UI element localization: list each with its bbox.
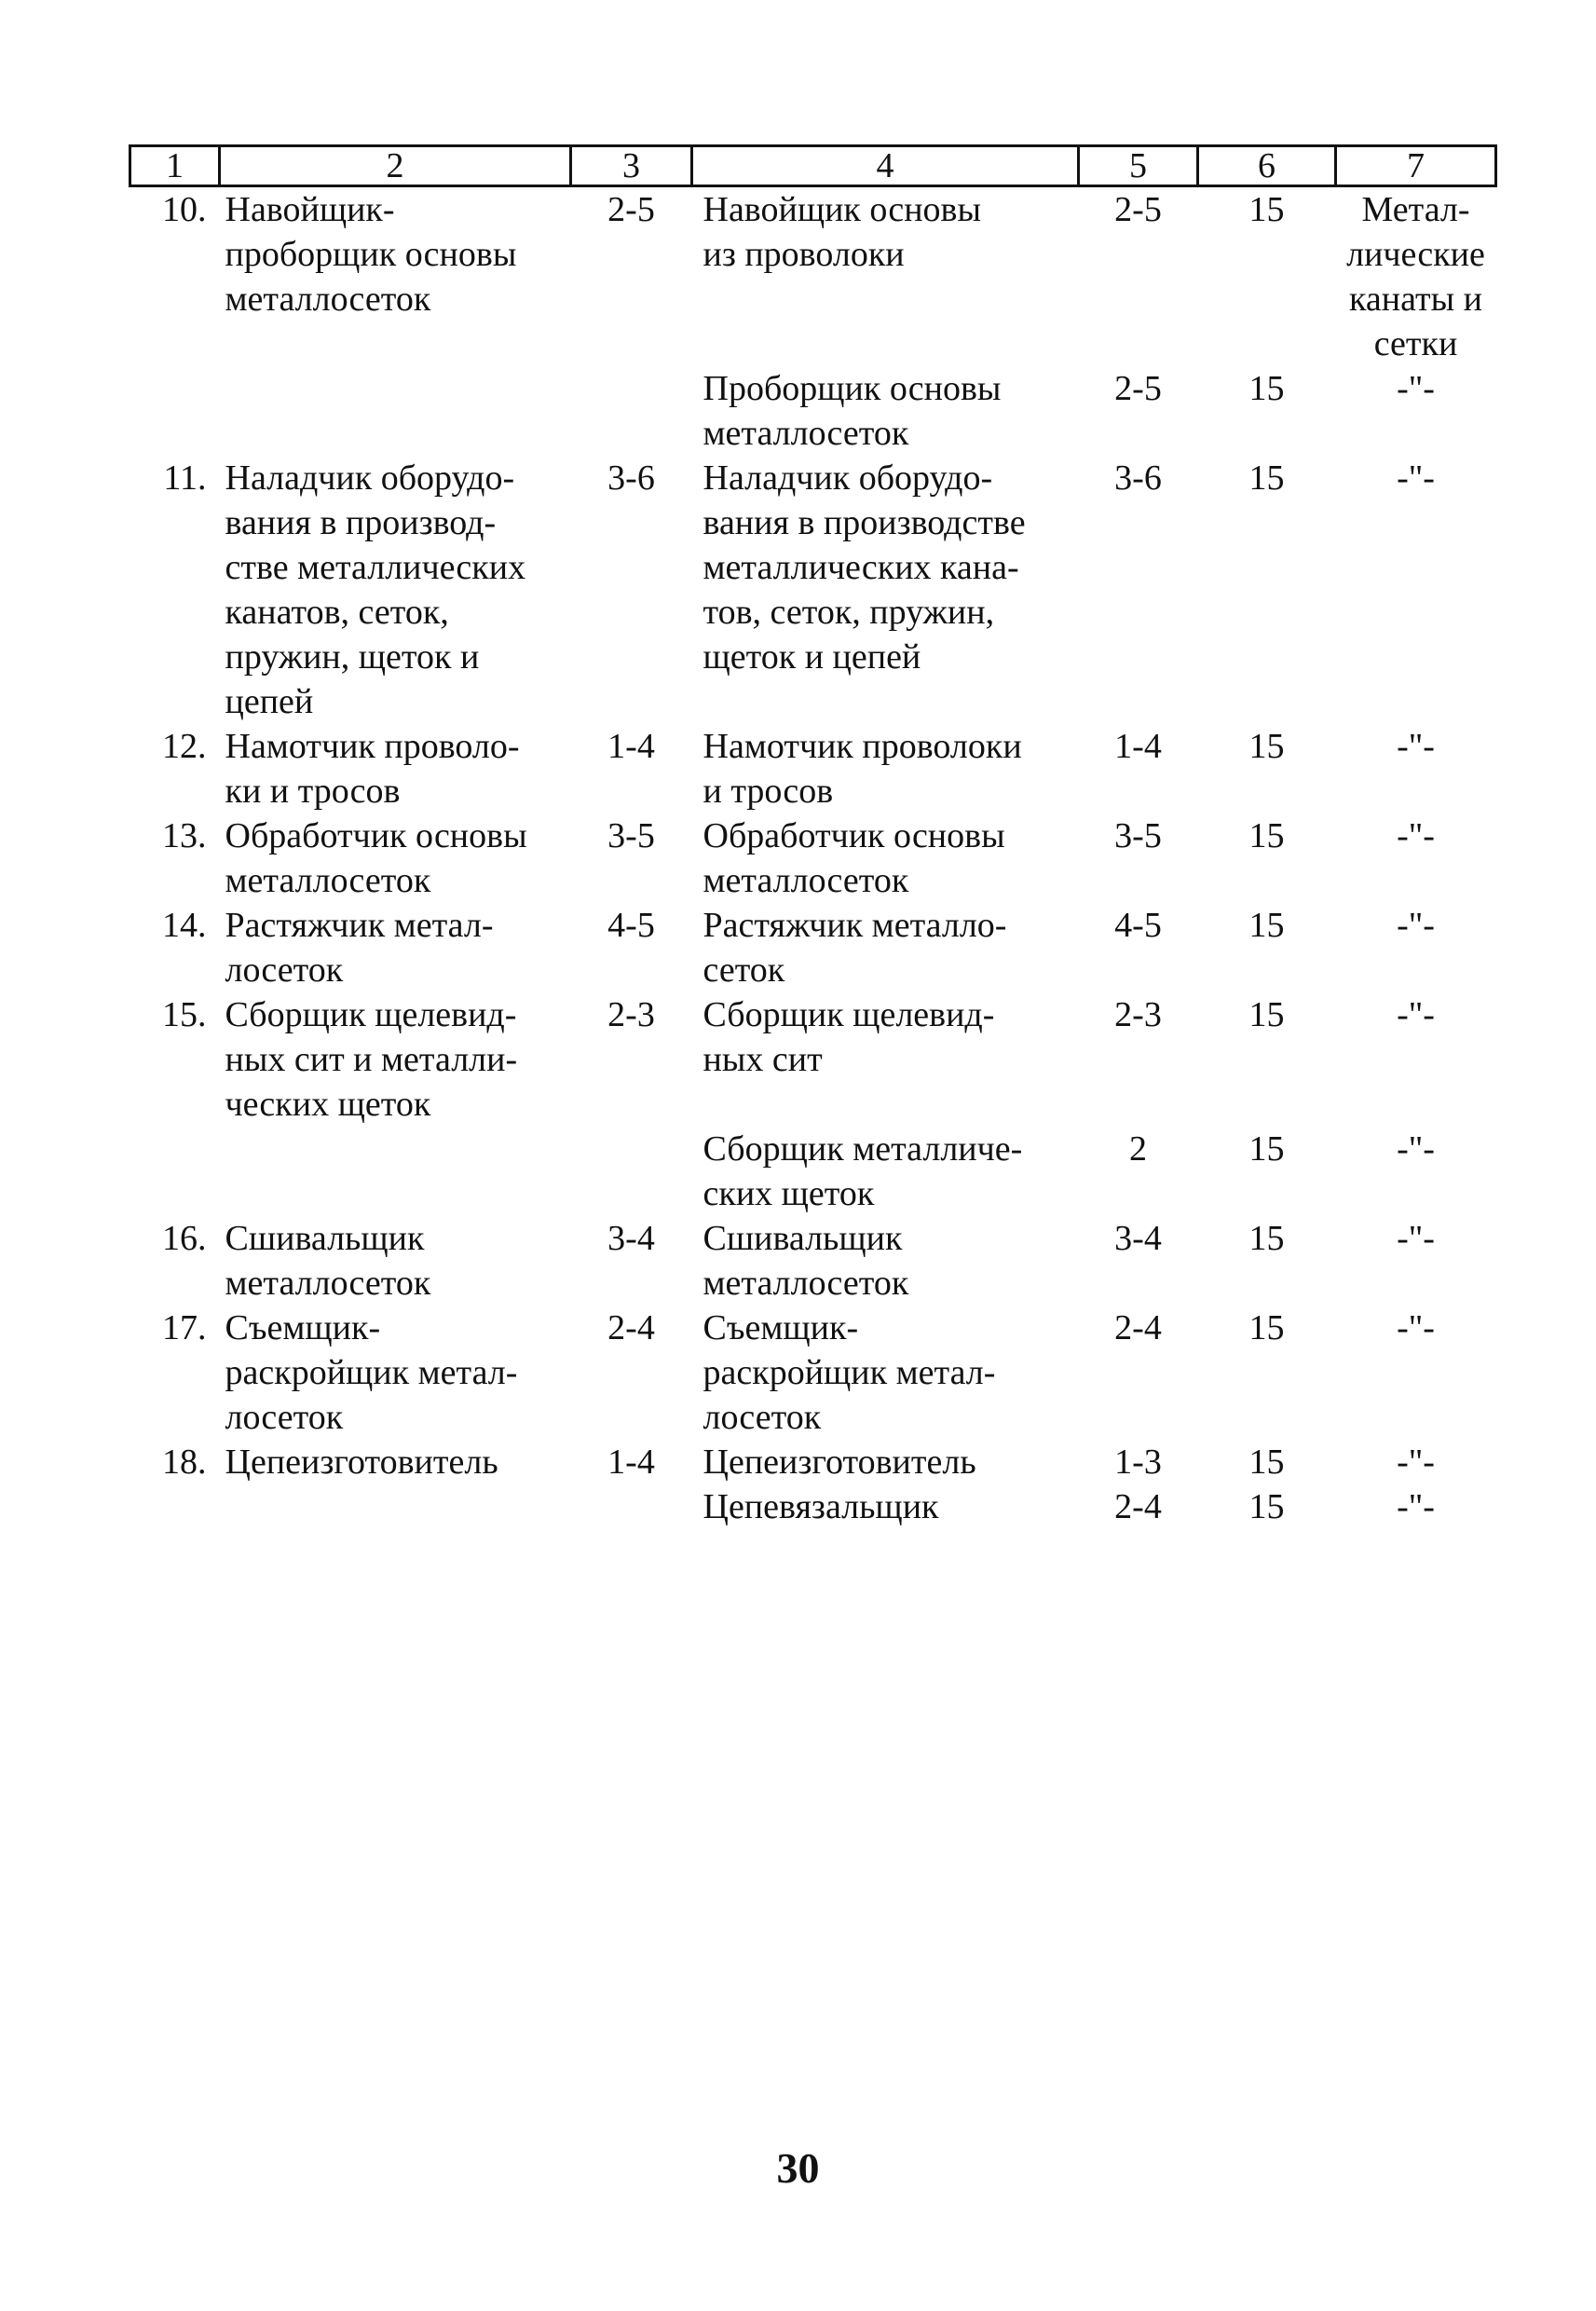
table-row	[130, 1484, 1496, 1529]
issue-number-cell: 15	[1248, 816, 1285, 855]
section-cell: -"-	[1397, 816, 1435, 855]
section-cell: -"-	[1397, 1219, 1435, 1258]
new-profession-cell: Цепевязальщик	[703, 1487, 939, 1526]
new-grade-range-cell: 4-5	[1114, 906, 1162, 945]
new-grade-range-cell: 3-6	[1114, 458, 1162, 498]
issue-number-cell: 15	[1248, 1308, 1285, 1347]
row-number-cell: 17.	[162, 1308, 207, 1347]
header-col-2: 2	[220, 146, 571, 186]
new-profession-cell: Сборщик щелевид- ных сит	[703, 995, 995, 1079]
header-row	[130, 146, 1496, 186]
table-row	[130, 1216, 1496, 1306]
old-profession-cell: Растяжчик метал- лосеток	[225, 906, 494, 990]
row-number-cell: 10.	[162, 190, 207, 229]
old-grade-range-cell: 3-5	[607, 816, 655, 855]
row-number-cell: 15.	[162, 995, 207, 1034]
section-cell: -"-	[1397, 458, 1435, 498]
section-cell: -"-	[1397, 1443, 1435, 1482]
issue-number-cell: 15	[1248, 1129, 1285, 1169]
header-col-4: 4	[692, 146, 1079, 186]
issue-number-cell: 15	[1248, 369, 1285, 408]
profession-table	[129, 144, 1497, 1529]
new-profession-cell: Съемщик- раскройщик метал- лосеток	[703, 1308, 996, 1437]
issue-number-cell: 15	[1248, 727, 1285, 766]
new-grade-range-cell: 2-5	[1114, 190, 1162, 229]
new-profession-cell: Намотчик проволоки и тросов	[703, 727, 1022, 811]
section-cell: -"-	[1397, 995, 1435, 1034]
new-profession-cell: Сборщик металличе- ских щеток	[703, 1129, 1023, 1213]
header-col-5: 5	[1079, 146, 1198, 186]
issue-number-cell: 15	[1248, 1487, 1285, 1526]
new-profession-cell: Проборщик основы металлосеток	[703, 369, 1002, 453]
new-profession-cell: Цепеизготовитель	[703, 1443, 976, 1482]
section-cell: -"-	[1397, 727, 1435, 766]
old-grade-range-cell	[571, 1127, 692, 1216]
header-col-3: 3	[571, 146, 692, 186]
old-grade-range-cell	[571, 1484, 692, 1529]
new-profession-cell: Обработчик основы металлосеток	[703, 816, 1005, 900]
table-row	[130, 903, 1496, 992]
issue-number-cell: 15	[1248, 1443, 1285, 1482]
new-grade-range-cell: 2	[1129, 1129, 1147, 1169]
header-col-1: 1	[130, 146, 220, 186]
old-profession-cell	[220, 366, 571, 456]
table-row	[130, 992, 1496, 1127]
row-number-cell	[130, 1484, 220, 1529]
issue-number-cell: 15	[1248, 458, 1285, 498]
old-profession-cell: Намотчик проволо- ки и тросов	[225, 727, 520, 811]
table-row	[130, 1127, 1496, 1216]
issue-number-cell: 15	[1248, 995, 1285, 1034]
old-grade-range-cell: 2-3	[607, 995, 655, 1034]
old-grade-range-cell: 3-6	[607, 458, 655, 498]
section-cell: -"-	[1397, 1129, 1435, 1169]
new-grade-range-cell: 1-4	[1114, 727, 1162, 766]
table-row	[130, 814, 1496, 903]
section-cell: -"-	[1397, 1308, 1435, 1347]
row-number-cell	[130, 1127, 220, 1216]
new-grade-range-cell: 3-5	[1114, 816, 1162, 855]
issue-number-cell: 15	[1248, 906, 1285, 945]
table-row	[130, 724, 1496, 814]
old-grade-range-cell	[571, 366, 692, 456]
issue-number-cell: 15	[1248, 190, 1285, 229]
old-grade-range-cell: 1-4	[607, 727, 655, 766]
section-cell: Метал- лические канаты и сетки	[1346, 190, 1485, 363]
row-number-cell: 18.	[162, 1443, 207, 1482]
old-profession-cell: Наладчик оборудо- вания в производ- стве металлических канатов, сеток, пружин, щеток и цепей	[225, 458, 526, 721]
new-profession-cell: Наладчик оборудо- вания в производстве металлических кана- тов, сеток, пружин, щеток и цепей	[703, 458, 1026, 677]
old-grade-range-cell: 2-4	[607, 1308, 655, 1347]
old-profession-cell: Навойщик- проборщик основы металлосеток	[225, 190, 517, 319]
new-profession-cell: Сшивальщик металлосеток	[703, 1219, 909, 1303]
section-cell: -"-	[1397, 1487, 1435, 1526]
old-grade-range-cell: 4-5	[607, 906, 655, 945]
row-number-cell: 14.	[162, 906, 207, 945]
section-cell: -"-	[1397, 369, 1435, 408]
new-grade-range-cell: 2-5	[1114, 369, 1162, 408]
new-grade-range-cell: 2-4	[1114, 1487, 1162, 1526]
row-number-cell: 16.	[162, 1219, 207, 1258]
table-header	[130, 146, 1496, 186]
old-profession-cell: Цепеизготовитель	[225, 1443, 498, 1482]
new-profession-cell: Растяжчик металло- сеток	[703, 906, 1007, 990]
section-cell: -"-	[1397, 906, 1435, 945]
table-row	[130, 1440, 1496, 1484]
new-grade-range-cell: 1-3	[1114, 1443, 1162, 1482]
old-grade-range-cell: 1-4	[607, 1443, 655, 1482]
row-number-cell: 12.	[162, 727, 207, 766]
old-profession-cell: Съемщик- раскройщик метал- лосеток	[225, 1308, 518, 1437]
new-grade-range-cell: 2-4	[1114, 1308, 1162, 1347]
new-profession-cell: Навойщик основы из проволоки	[703, 190, 982, 274]
row-number-cell: 13.	[162, 816, 207, 855]
table-row	[130, 1306, 1496, 1440]
old-grade-range-cell: 3-4	[607, 1219, 655, 1258]
old-profession-cell: Сшивальщик металлосеток	[225, 1219, 431, 1303]
table-body	[130, 186, 1496, 1530]
table-row	[130, 186, 1496, 367]
old-profession-cell	[220, 1127, 571, 1216]
page-number: 30	[776, 2144, 820, 2192]
new-grade-range-cell: 2-3	[1114, 995, 1162, 1034]
old-profession-cell: Обработчик основы металлосеток	[225, 816, 527, 900]
new-grade-range-cell: 3-4	[1114, 1219, 1162, 1258]
old-grade-range-cell: 2-5	[607, 190, 655, 229]
old-profession-cell	[220, 1484, 571, 1529]
row-number-cell: 11.	[163, 458, 207, 498]
old-profession-cell: Сборщик щелевид- ных сит и металли- ческих щеток	[225, 995, 518, 1124]
header-col-6: 6	[1198, 146, 1336, 186]
issue-number-cell: 15	[1248, 1219, 1285, 1258]
table-row	[130, 366, 1496, 456]
row-number-cell	[130, 366, 220, 456]
table-row	[130, 456, 1496, 724]
header-col-7: 7	[1336, 146, 1496, 186]
